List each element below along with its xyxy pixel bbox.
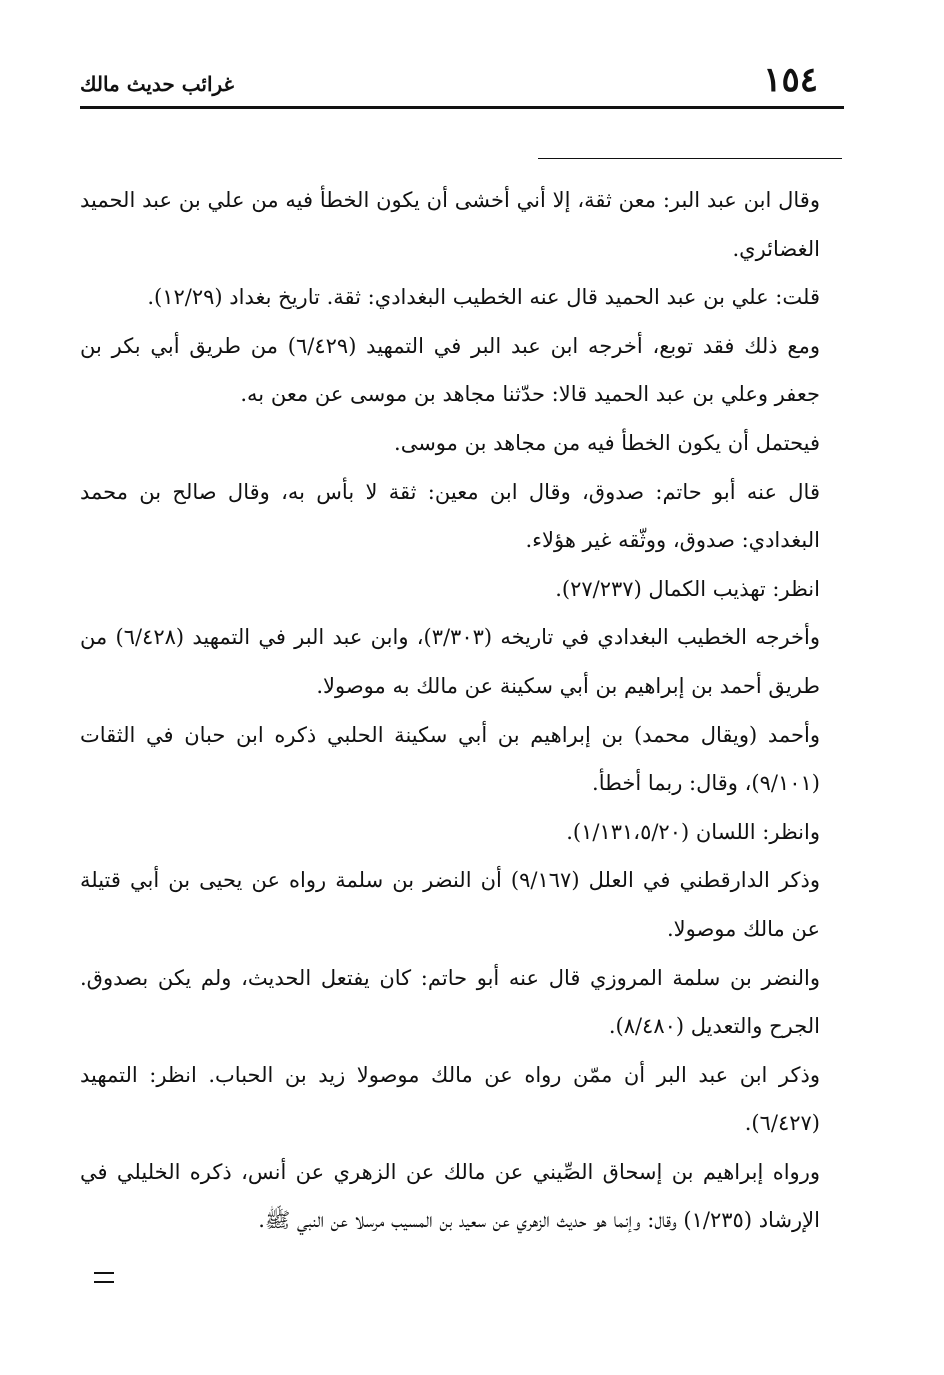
header-rule: [80, 106, 844, 109]
paragraph: ومع ذلك فقد توبع، أخرجه ابن عبد البر في التمهيد (٦/٤٢٩) من طريق أبي بكر بن جعفر وعلي بن عبد الحميد قالا: حدّثنا مجاهد بن موسى عن معن به.: [80, 333, 820, 407]
paragraph: قلت: علي بن عبد الحميد قال عنه الخطيب البغدادي: ثقة. تاريخ بغداد (١٢/٢٩).: [147, 285, 820, 310]
end-of-page-mark: [94, 1272, 114, 1283]
paragraph: وأخرجه الخطيب البغدادي في تاريخه (٣/٣٠٣)، وابن عبد البر في التمهيد (٦/٤٢٨) من طريق أحمد بن إبراهيم بن أبي سكينة عن مالك به موصولا.: [80, 625, 821, 698]
paragraph: ورواه إبراهيم بن إسحاق الصِّيني عن مالك عن الزهري عن أنس، ذكره الخليلي في الإرشاد (١/٢٣٥) وقال: وإنما هو حديث الزهري عن سعيد بن المسيب مرسلا عن النبي ﷺ.: [80, 1159, 820, 1233]
running-title: غرائب حديث مالك: [80, 72, 235, 96]
paragraph: والنضر بن سلمة المروزي قال عنه أبو حاتم: كان يفتعل الحديث، ولم يكن بصدوق. الجرح والتعديل (٨/٤٨٠).: [80, 965, 820, 1039]
footnote-body: [80, 176, 820, 1245]
paragraph: وذكر الدارقطني في العلل (٩/١٦٧) أن النضر بن سلمة رواه عن يحيى بن أبي قتيلة عن مالك موصولا.: [80, 868, 820, 941]
paragraph: قال عنه أبو حاتم: صدوق، وقال ابن معين: ثقة لا بأس به، وقال صالح بن محمد البغدادي: صدوق، ووثّقه غير هؤلاء.: [80, 479, 820, 553]
paragraph: وقال ابن عبد البر: معن ثقة، إلا أني أخشى أن يكون الخطأ فيه من علي بن عبد الحميد الغضائري.: [80, 188, 820, 261]
paragraph: وانظر: اللسان (١/١٣١،٥/٢٠).: [566, 819, 820, 844]
page-number: ١٥٤: [763, 60, 818, 100]
paragraph: فيحتمل أن يكون الخطأ فيه من مجاهد بن موسى.: [394, 430, 820, 455]
page-header: [80, 58, 844, 108]
paragraph: وأحمد (ويقال محمد) بن إبراهيم بن أبي سكينة الحلبي ذكره ابن حبان في الثقات (٩/١٠١)، وقال: ربما أخطأ.: [80, 722, 820, 796]
paragraph: وذكر ابن عبد البر أن ممّن رواه عن مالك موصولا زيد بن الحباب. انظر: التمهيد (٦/٤٢٧).: [80, 1062, 820, 1136]
footnote-separator: [538, 158, 842, 159]
paragraph: انظر: تهذيب الكمال (٢٧/٢٣٧).: [555, 576, 820, 601]
